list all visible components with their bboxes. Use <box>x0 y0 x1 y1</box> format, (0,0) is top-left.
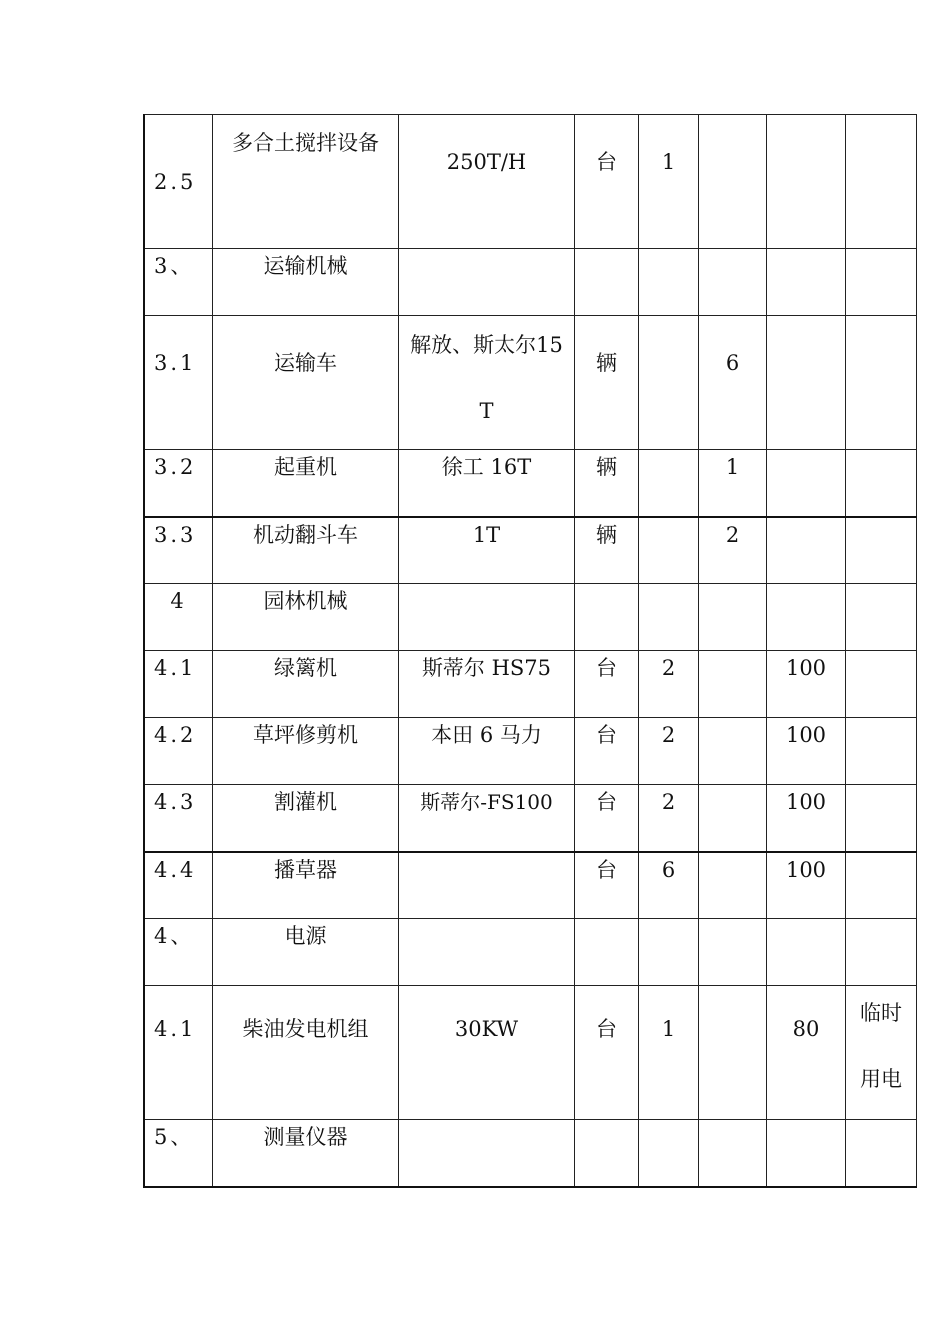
item-note <box>846 450 917 517</box>
item-number: 3.3 <box>144 517 213 584</box>
item-name: 运输车 <box>213 316 399 450</box>
item-qty-b <box>699 986 767 1120</box>
table-row <box>144 450 917 517</box>
item-unit: 辆 <box>575 316 639 450</box>
item-power <box>767 1120 846 1187</box>
item-spec <box>399 316 575 450</box>
item-name: 草坪修剪机 <box>213 718 399 785</box>
item-qty-a: 1 <box>639 115 699 249</box>
item-power <box>767 249 846 316</box>
item-name: 播草器 <box>213 852 399 919</box>
item-qty-b: 1 <box>699 450 767 517</box>
item-note <box>846 718 917 785</box>
item-unit: 台 <box>575 718 639 785</box>
item-qty-a <box>639 584 699 651</box>
item-name-text: 多合土搅拌设备 <box>232 131 379 155</box>
item-qty-a <box>639 316 699 450</box>
table-row <box>144 249 917 316</box>
item-number: 4.3 <box>144 785 213 852</box>
item-qty-b <box>699 718 767 785</box>
item-spec <box>399 852 575 919</box>
item-qty-a: 6 <box>639 852 699 919</box>
item-spec: 徐工 16T <box>399 450 575 517</box>
item-number: 3.1 <box>144 316 213 450</box>
item-qty-b: 6 <box>699 316 767 450</box>
item-number: 3、 <box>144 249 213 316</box>
item-note <box>846 986 917 1120</box>
item-qty-b <box>699 852 767 919</box>
item-unit: 台 <box>575 785 639 852</box>
item-spec: 斯蒂尔-FS100 <box>399 785 575 852</box>
table-row <box>144 986 917 1120</box>
item-qty-a <box>639 517 699 584</box>
item-qty-a: 2 <box>639 718 699 785</box>
item-spec: 本田 6 马力 <box>399 718 575 785</box>
item-number: 4.4 <box>144 852 213 919</box>
table-row <box>144 718 917 785</box>
item-name: 割灌机 <box>213 785 399 852</box>
item-spec <box>399 919 575 986</box>
item-name: 测量仪器 <box>213 1120 399 1187</box>
item-unit: 辆 <box>575 450 639 517</box>
item-qty-b <box>699 249 767 316</box>
equipment-table <box>143 114 917 1188</box>
item-qty-b <box>699 785 767 852</box>
item-power <box>767 584 846 651</box>
item-spec <box>399 584 575 651</box>
item-note <box>846 584 917 651</box>
item-spec: 30KW <box>399 986 575 1120</box>
item-unit: 台 <box>575 651 639 718</box>
item-power: 100 <box>767 651 846 718</box>
item-number: 5、 <box>144 1120 213 1187</box>
item-qty-a <box>639 450 699 517</box>
table-row <box>144 115 917 249</box>
item-note <box>846 651 917 718</box>
item-qty-b <box>699 651 767 718</box>
item-note <box>846 1120 917 1187</box>
item-note <box>846 249 917 316</box>
table-row <box>144 1120 917 1187</box>
item-name: 绿篱机 <box>213 651 399 718</box>
item-qty-a: 2 <box>639 651 699 718</box>
item-unit <box>575 919 639 986</box>
item-spec: 1T <box>399 517 575 584</box>
item-unit: 台 <box>575 115 639 249</box>
item-number: 4.1 <box>144 651 213 718</box>
item-name: 园林机械 <box>213 584 399 651</box>
item-power: 100 <box>767 852 846 919</box>
item-spec: 250T/H <box>399 115 575 249</box>
table-row <box>144 517 917 584</box>
item-name: 运输机械 <box>213 249 399 316</box>
item-spec <box>399 249 575 316</box>
item-note <box>846 919 917 986</box>
item-number: 4.2 <box>144 718 213 785</box>
item-name: 机动翻斗车 <box>213 517 399 584</box>
item-number: 4、 <box>144 919 213 986</box>
item-power <box>767 517 846 584</box>
item-power <box>767 316 846 450</box>
table-row <box>144 919 917 986</box>
item-power: 100 <box>767 718 846 785</box>
table-row <box>144 852 917 919</box>
item-power <box>767 450 846 517</box>
item-note <box>846 115 917 249</box>
table-row <box>144 651 917 718</box>
item-unit <box>575 584 639 651</box>
item-note <box>846 852 917 919</box>
item-note <box>846 517 917 584</box>
item-qty-a <box>639 1120 699 1187</box>
item-number: 2.5 <box>144 115 213 249</box>
item-note <box>846 785 917 852</box>
item-power: 100 <box>767 785 846 852</box>
item-name: 起重机 <box>213 450 399 517</box>
item-qty-a <box>639 249 699 316</box>
item-spec <box>399 1120 575 1187</box>
item-spec: 斯蒂尔 HS75 <box>399 651 575 718</box>
item-name <box>213 115 399 249</box>
item-unit <box>575 1120 639 1187</box>
item-power: 80 <box>767 986 846 1120</box>
item-unit: 台 <box>575 852 639 919</box>
item-note <box>846 316 917 450</box>
item-unit: 辆 <box>575 517 639 584</box>
item-qty-b <box>699 115 767 249</box>
item-qty-b <box>699 584 767 651</box>
item-qty-b <box>699 919 767 986</box>
item-number: 4.1 <box>144 986 213 1120</box>
item-number: 4 <box>144 584 213 651</box>
item-name: 柴油发电机组 <box>213 986 399 1120</box>
item-unit <box>575 249 639 316</box>
table-row <box>144 316 917 450</box>
item-power <box>767 115 846 249</box>
item-name: 电源 <box>213 919 399 986</box>
item-power <box>767 919 846 986</box>
item-number: 3.2 <box>144 450 213 517</box>
item-qty-a: 2 <box>639 785 699 852</box>
item-note-text: 临时用电 <box>860 1001 902 1091</box>
item-qty-b <box>699 1120 767 1187</box>
item-qty-b: 2 <box>699 517 767 584</box>
item-spec-text: 解放、斯太尔15T <box>410 333 563 423</box>
table-row <box>144 785 917 852</box>
item-qty-a: 1 <box>639 986 699 1120</box>
item-unit: 台 <box>575 986 639 1120</box>
item-qty-a <box>639 919 699 986</box>
table-row <box>144 584 917 651</box>
